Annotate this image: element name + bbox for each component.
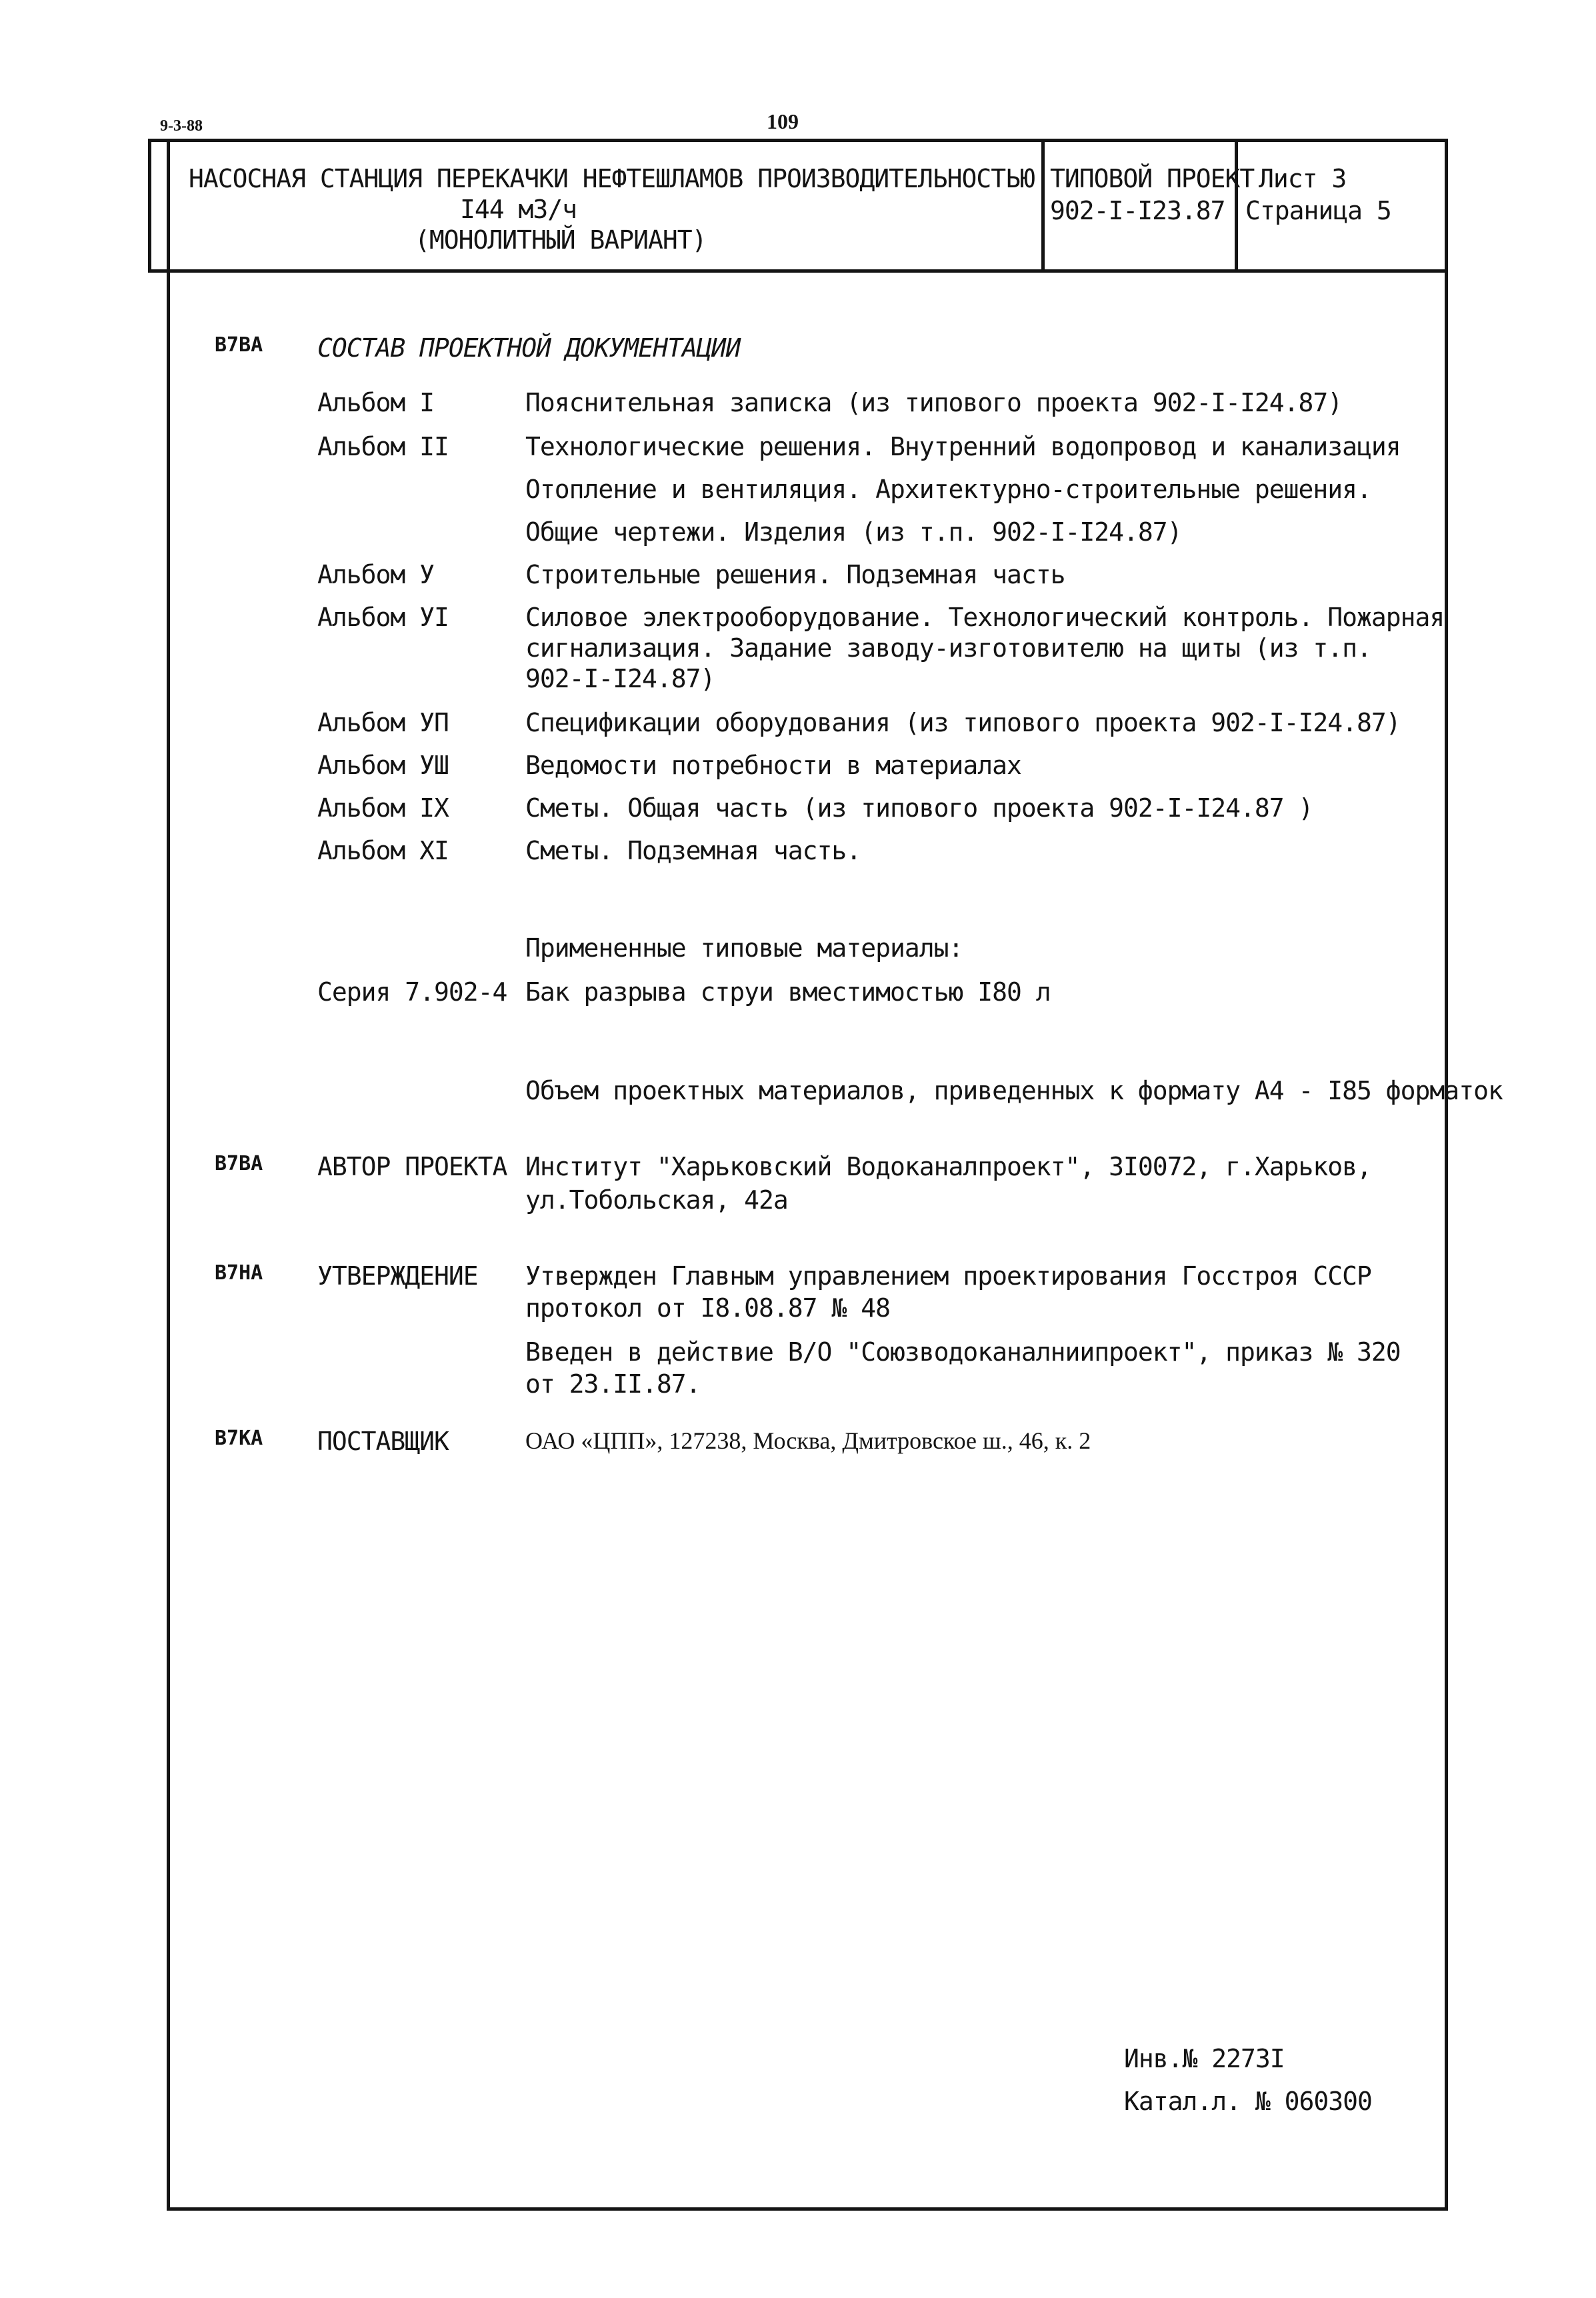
approval-label: УТВЕРЖДЕНИЕ <box>317 1261 478 1291</box>
album-3-text: Строительные решения. Подземная часть <box>525 560 1065 589</box>
page-number: 109 <box>767 109 799 133</box>
page-label: Страница 5 <box>1245 196 1391 225</box>
header-top-line <box>148 139 1448 142</box>
author-code: В7ВА <box>215 1152 263 1175</box>
album-4-text-2: сигнализация. Задание заводу-изготовителю на щиты (из т.п. <box>525 633 1371 663</box>
header-left-border <box>148 139 151 272</box>
album-4-label: Альбом УI <box>317 603 449 632</box>
album-2-text-2: Отопление и вентиляция. Архитектурно-строительные решения. <box>525 475 1371 504</box>
author-line-2: ул.Тобольская, 42а <box>525 1185 788 1215</box>
album-7-text: Сметы. Общая часть (из типового проекта 902-I-I24.87 ) <box>525 793 1313 823</box>
approval-line-1: Утвержден Главным управлением проектирования Госстроя СССР <box>525 1261 1371 1291</box>
series-text: Бак разрыва струи вместимостью I80 л <box>525 977 1051 1007</box>
approval-line-4: от 23.II.87. <box>525 1369 701 1399</box>
header-title-line-1: НАСОСНАЯ СТАНЦИЯ ПЕРЕКАЧКИ НЕФТЕШЛАМОВ ПРОИЗВОДИТЕЛЬНОСТЬЮ <box>189 164 1035 193</box>
supplier-text: ОАО «ЦПП», 127238, Москва, Дмитровское ш., 46, к. 2 <box>525 1427 1091 1454</box>
album-3-label: Альбом У <box>317 560 435 589</box>
applied-materials-title: Примененные типовые материалы: <box>525 933 963 963</box>
album-6-label: Альбом УШ <box>317 751 449 780</box>
album-6-text: Ведомости потребности в материалах <box>525 751 1021 780</box>
album-1-text: Пояснительная записка (из типового проекта 902-I-I24.87) <box>525 388 1343 417</box>
author-label: АВТОР ПРОЕКТА <box>317 1152 507 1181</box>
album-8-text: Сметы. Подземная часть. <box>525 836 861 865</box>
volume-text: Объем проектных материалов, приведенных к формату А4 - I85 форматок <box>525 1076 1503 1105</box>
catalog-number: Катал.л. № 060300 <box>1124 2087 1372 2116</box>
album-8-label: Альбом XI <box>317 836 449 865</box>
album-5-text: Спецификации оборудования (из типового проекта 902-I-I24.87) <box>525 708 1401 737</box>
album-2-text-1: Технологические решения. Внутренний водопровод и канализация <box>525 432 1401 461</box>
header-bottom-line <box>148 269 1448 273</box>
project-label: ТИПОВОЙ ПРОЕКТ <box>1050 164 1255 193</box>
album-4-text-3: 902-I-I24.87) <box>525 664 715 693</box>
album-7-label: Альбом IX <box>317 793 449 823</box>
inventory-number: Инв.№ 2273I <box>1124 2044 1285 2073</box>
album-1-label: Альбом I <box>317 388 435 417</box>
header-divider-2 <box>1235 139 1238 272</box>
series-label: Серия 7.902-4 <box>317 977 507 1007</box>
album-2-text-3: Общие чертежи. Изделия (из т.п. 902-I-I24.87) <box>525 517 1182 547</box>
supplier-code: В7КА <box>215 1427 263 1450</box>
document-code: 9-3-88 <box>160 117 203 135</box>
approval-line-2: протокол от I8.08.87 № 48 <box>525 1293 890 1323</box>
supplier-label: ПОСТАВЩИК <box>317 1427 449 1456</box>
album-4-text-1: Силовое электрооборудование. Технологический контроль. Пожарная <box>525 603 1445 632</box>
header-title-line-2: I44 м3/ч <box>460 195 577 224</box>
project-number: 902-I-I23.87 <box>1050 196 1225 225</box>
composition-code: В7ВА <box>215 333 263 357</box>
header-divider-1 <box>1041 139 1045 272</box>
sheet-number: Лист 3 <box>1259 164 1347 193</box>
album-2-label: Альбом II <box>317 432 449 461</box>
approval-code: В7НА <box>215 1261 263 1285</box>
composition-title: СОСТАВ ПРОЕКТНОЙ ДОКУМЕНТАЦИИ <box>317 333 741 363</box>
approval-line-3: Введен в действие В/О "Союзводоканалниипроект", приказ № 320 <box>525 1337 1401 1367</box>
header-title-line-3: (МОНОЛИТНЫЙ ВАРИАНТ) <box>415 225 707 255</box>
author-line-1: Институт "Харьковский Водоканалпроект", 3I0072, г.Харьков, <box>525 1152 1371 1181</box>
album-5-label: Альбом УП <box>317 708 449 737</box>
